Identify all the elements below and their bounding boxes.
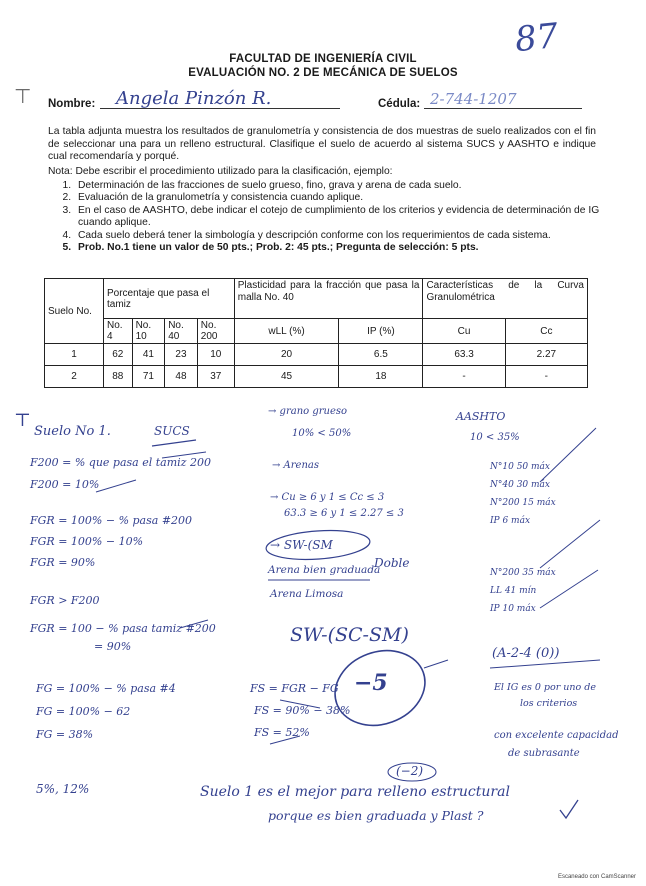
table-cell: 23	[165, 344, 198, 366]
id-value: 2-744-1207	[430, 90, 517, 108]
handwritten-note: FG = 100% − 62	[36, 705, 131, 718]
deduction-mark: (−2)	[396, 764, 424, 778]
subheader-ip: IP (%)	[339, 319, 423, 344]
scanner-watermark: Escaneado con CamScanner	[557, 874, 636, 880]
handwritten-note: → SW-(SM	[270, 538, 333, 552]
handwritten-conclusion: porque es bien graduada y Plast ?	[268, 808, 484, 823]
checkmark-icon	[560, 800, 578, 818]
handwritten-classification: (A-2-4 (0))	[492, 646, 560, 661]
handwritten-note: FG = 38%	[36, 728, 94, 741]
handwritten-note: IP 10 máx	[490, 604, 536, 614]
handwritten-note: los criterios	[520, 698, 578, 709]
table-cell: 41	[132, 344, 165, 366]
handwritten-note: LL 41 mín	[490, 586, 537, 596]
handwritten-note: 5%, 12%	[36, 782, 90, 796]
name-label: Nombre:	[48, 98, 96, 110]
step-item: 4. Cada suelo deberá tener la simbología y descripción conforme con los requerimientos de cada sistema.	[74, 230, 622, 242]
handwritten-note: AASHTO	[456, 410, 506, 423]
handwritten-note: IP 6 máx	[490, 516, 531, 526]
table-cell: 6.5	[339, 344, 423, 366]
header-suelo: Suelo No.	[45, 279, 104, 344]
table-cell: 2	[45, 366, 104, 388]
subheader-no40: No. 40	[165, 319, 198, 344]
handwritten-note: FGR > F200	[30, 594, 100, 607]
handwritten-note: Arena bien graduada	[268, 564, 381, 576]
table-cell: 88	[104, 366, 133, 388]
table-cell: 2.27	[505, 344, 587, 366]
handwritten-note: N°10 50 máx	[490, 462, 550, 472]
subheader-cu: Cu	[423, 319, 505, 344]
handwritten-sucs: SUCS	[154, 424, 190, 438]
header-percent-passing: Porcentaje que pasa el tamiz	[104, 279, 235, 319]
table-cell: 37	[197, 366, 234, 388]
step-item: 2. Evaluación de la granulometría y consistencia cuando aplique.	[74, 192, 622, 204]
handwritten-note: N°40 30 máx	[490, 480, 550, 490]
margin-mark-icon: ⊤	[14, 410, 31, 431]
handwritten-note: FG = 100% − % pasa #4	[36, 682, 176, 695]
handwritten-note: FGR = 100 − % pasa tamiz #200	[30, 622, 216, 635]
aashto-underline	[490, 660, 600, 668]
subheader-no4: No. 4	[104, 319, 133, 344]
id-label: Cédula:	[378, 98, 421, 110]
handwritten-title: Suelo No 1.	[34, 424, 111, 439]
handwritten-note: = 90%	[94, 640, 132, 653]
handwritten-note: El IG es 0 por uno de	[494, 682, 596, 693]
subheader-no10: No. 10	[132, 319, 165, 344]
table-cell: 18	[339, 366, 423, 388]
table-cell: 1	[45, 344, 104, 366]
handwritten-classification: SW-(SC-SM)	[290, 624, 409, 646]
handwritten-note: N°200 15 máx	[490, 498, 556, 508]
handwritten-conclusion: Suelo 1 es el mejor para relleno estructural	[200, 784, 510, 800]
handwritten-note: → Arenas	[272, 460, 320, 471]
faculty-title: FACULTAD DE INGENIERÍA CIVIL	[229, 53, 417, 65]
step-item-points: 5. Prob. No.1 tiene un valor de 50 pts.; Prob. 2: 45 pts.; Pregunta de selección: 5 pts.	[74, 242, 622, 254]
subheader-no200: No. 200	[197, 319, 234, 344]
table-cell: 62	[104, 344, 133, 366]
step-item: 3. En el caso de AASHTO, debe indicar el cotejo de cumplimiento de los criterios y evidencia de determinación de IG cuando aplique.	[74, 205, 622, 230]
handwritten-note: de subrasante	[508, 748, 580, 759]
deduction-mark: −5	[354, 670, 388, 696]
handwritten-note: con excelente capacidad	[494, 730, 619, 741]
check-strokes	[540, 428, 600, 608]
sucs-underline	[152, 440, 196, 446]
handwritten-note: F200 = % que pasa el tamiz 200	[30, 456, 211, 469]
handwritten-note: Doble	[374, 556, 410, 570]
handwritten-note: FGR = 90%	[30, 556, 96, 569]
table-cell: 20	[234, 344, 339, 366]
handwritten-note: Arena Limosa	[270, 588, 344, 600]
handwritten-note: 63.3 ≥ 6 y 1 ≤ 2.27 ≤ 3	[284, 508, 404, 519]
handwritten-note: → grano grueso	[268, 406, 348, 417]
handwritten-score: 87	[513, 15, 561, 61]
handwritten-note: 10% < 50%	[292, 428, 352, 439]
handwritten-note: FGR = 100% − % pasa #200	[30, 514, 193, 527]
table-cell: 63.3	[423, 344, 505, 366]
table-cell: 71	[132, 366, 165, 388]
handwritten-note: N°200 35 máx	[490, 568, 556, 578]
handwritten-note: FS = FGR − FG	[250, 682, 339, 695]
margin-mark-icon: ⊤	[14, 86, 32, 108]
table-cell: 10	[197, 344, 234, 366]
name-value: Angela Pinzón R.	[116, 88, 272, 109]
handwritten-note: → Cu ≥ 6 y 1 ≤ Cc ≤ 3	[270, 492, 385, 503]
exam-title: EVALUACIÓN NO. 2 DE MECÁNICA DE SUELOS	[188, 67, 458, 79]
note-text: Nota: Debe escribir el procedimiento utilizado para la clasificación, ejemplo:	[48, 166, 393, 177]
handwritten-note: FGR = 100% − 10%	[30, 535, 144, 548]
header-curve: Características de la Curva Granulométrica	[423, 279, 588, 319]
handwritten-note: F200 = 10%	[30, 478, 100, 491]
handwritten-note: FS = 90% − 38%	[254, 704, 351, 717]
pen-arrow	[424, 660, 448, 668]
handwritten-note: FS = 52%	[254, 726, 310, 739]
step-item: 1. Determinación de las fracciones de suelo grueso, fino, grava y arena de cada suelo.	[74, 180, 622, 192]
table-cell: 48	[165, 366, 198, 388]
subheader-wll: wLL (%)	[234, 319, 339, 344]
header-plasticity: Plasticidad para la fracción que pasa la malla No. 40	[234, 279, 423, 319]
handwritten-note: 10 < 35%	[470, 432, 520, 443]
subheader-cc: Cc	[505, 319, 587, 344]
table-cell: 45	[234, 366, 339, 388]
table-cell: -	[505, 366, 587, 388]
table-cell: -	[423, 366, 505, 388]
intro-paragraph: La tabla adjunta muestra los resultados de granulometría y consistencia de dos muestras de suelo realizados con el fin de seleccionar una para un relleno estructural. Clasifique el suelo de acuerdo al sistema SUCS y AASHTO e indique cual recomendaría y porqué.	[48, 126, 596, 163]
